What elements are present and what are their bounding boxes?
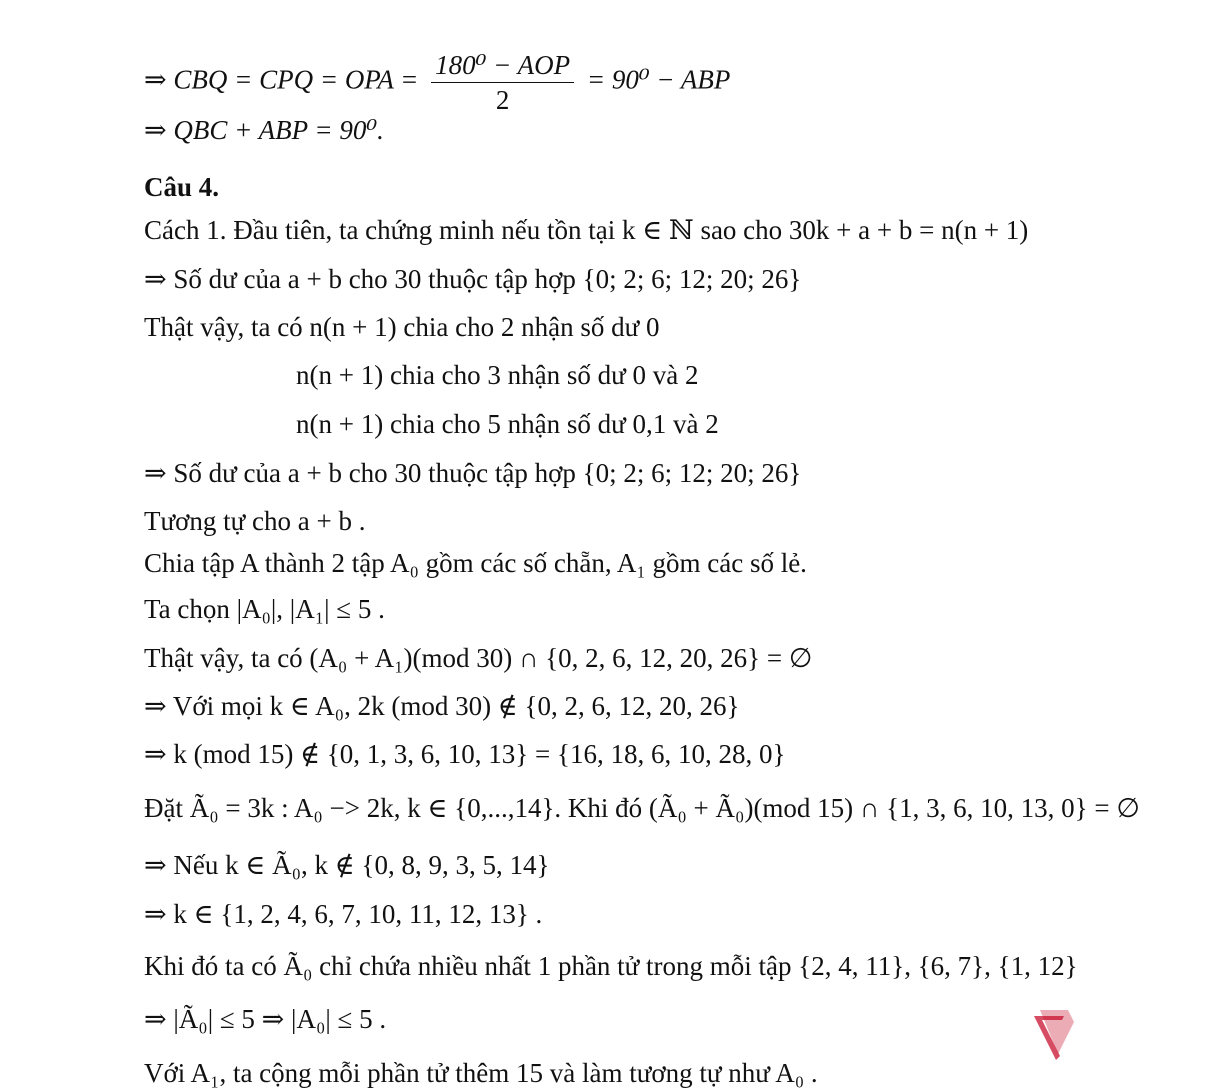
text-line-17: ⇒ |Ã₀| ≤ 5 ⇒ |A₀| ≤ 5 . [144,1004,387,1034]
vietnamnet-watermark-logo [1032,1004,1207,1074]
equation-left: ⇒ CBQ = CPQ = OPA = [144,64,426,95]
text-line-15: ⇒ k ∈ {1, 2, 4, 6, 7, 10, 11, 12, 13} . [144,899,543,929]
text-line-2: ⇒ Số dư của a + b cho 30 thuộc tập hợp {0; 2; 6; 12; 20; 26} [144,264,802,294]
text-line-1: Cách 1. Đầu tiên, ta chứng minh nếu tồn tại k ∈ ℕ sao cho 30k + a + b = n(n + 1) [144,215,1029,245]
equation-line-1 [144,48,1163,117]
text-line-4: n(n + 1) chia cho 3 nhận số dư 0 và 2 [296,360,699,390]
text-line-18: Với A₁, ta cộng mỗi phần tử thêm 15 và làm tương tự như A₀ . [144,1058,818,1088]
equation-line-2: ⇒ QBC + ABP = 90⁰. [144,115,384,145]
text-line-16: Khi đó ta có Ã₀ chỉ chứa nhiều nhất 1 phần tử trong mỗi tập {2, 4, 11}, {6, 7}, {1, 12} [144,951,1078,981]
fraction [431,48,574,117]
text-line-11: ⇒ Với mọi k ∈ A₀, 2k (mod 30) ∉ {0, 2, 6, 12, 20, 26} [144,691,740,721]
text-line-5: n(n + 1) chia cho 5 nhận số dư 0,1 và 2 [296,409,719,439]
text-line-6: ⇒ Số dư của a + b cho 30 thuộc tập hợp {0; 2; 6; 12; 20; 26} [144,458,802,488]
fraction-numerator: 180⁰ − AOP [431,48,574,83]
text-line-7: Tương tự cho a + b . [144,506,366,536]
fraction-denominator: 2 [495,85,510,115]
equation-right: = 90⁰ − ABP [580,64,731,95]
section-heading: Câu 4. [144,172,220,202]
text-line-12: ⇒ k (mod 15) ∉ {0, 1, 3, 6, 10, 13} = {16, 18, 6, 10, 28, 0} [144,739,786,769]
text-line-13: Đặt Ã₀ = 3k : A₀ −> 2k, k ∈ {0,...,14}. Khi đó (Ã₀ + Ã₀)(mod 15) ∩ {1, 3, 6, 10, 13, 0} = ∅ [144,793,1140,823]
text-line-8: Chia tập A thành 2 tập A₀ gồm các số chẵn, A₁ gồm các số lẻ. [144,548,807,578]
text-line-10: Thật vậy, ta có (A₀ + A₁)(mod 30) ∩ {0, 2, 6, 12, 20, 26} = ∅ [144,643,813,673]
text-line-9: Ta chọn |A₀|, |A₁| ≤ 5 . [144,594,385,624]
text-line-3: Thật vậy, ta có n(n + 1) chia cho 2 nhận số dư 0 [144,312,660,342]
text-line-14: ⇒ Nếu k ∈ Ã₀, k ∉ {0, 8, 9, 3, 5, 14} [144,850,550,880]
